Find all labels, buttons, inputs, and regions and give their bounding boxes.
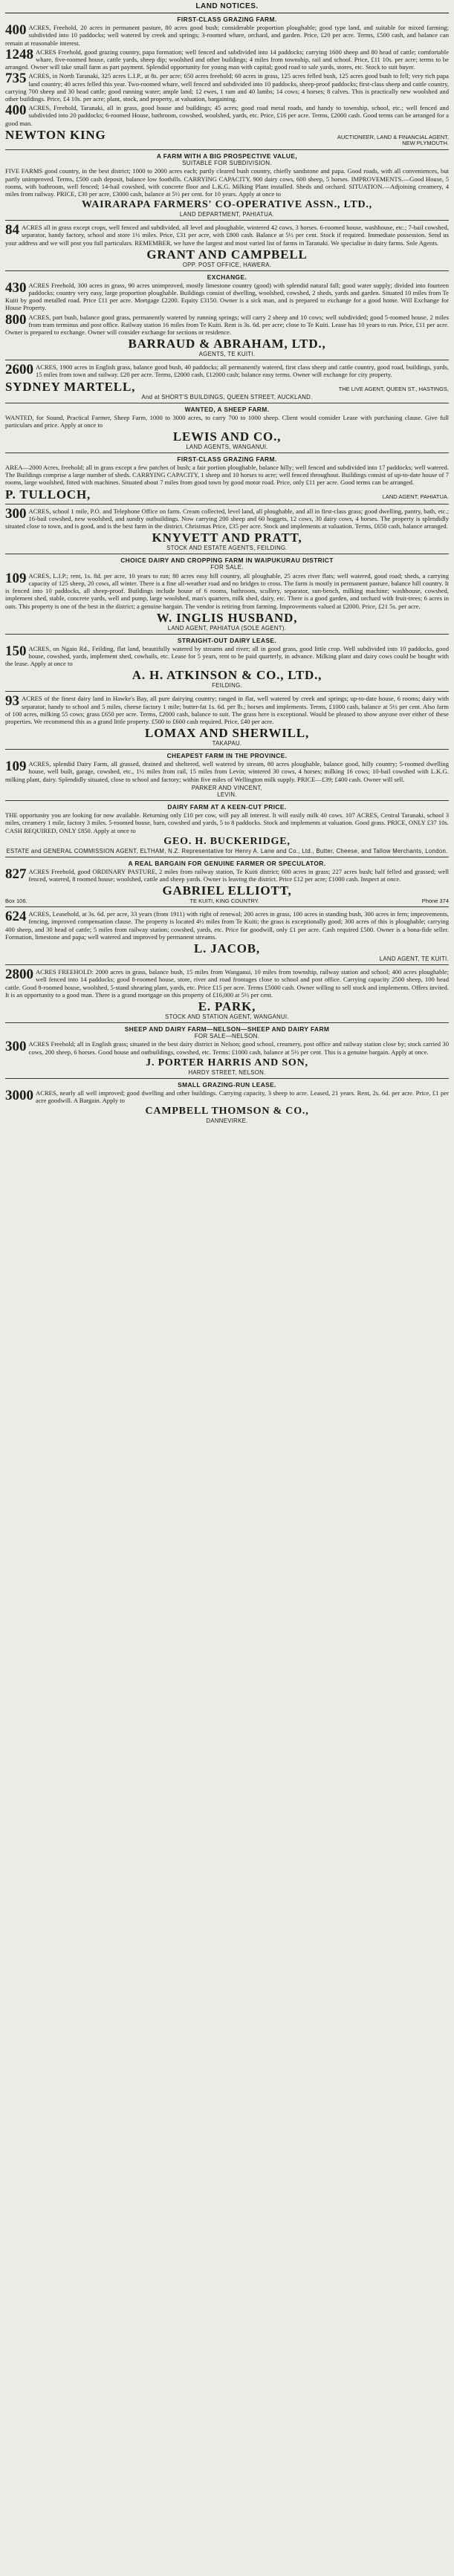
acreage-figure: 827 [5, 866, 27, 882]
advertiser-name: BARRAUD & ABRAHAM, LTD., [128, 337, 326, 351]
listing-text: ACRES, school 1 mile, P.O. and Telephone Office on farm. Cream collected, level land, all ploughable, and all in first-class grass; good dwelling, pantry, bath, etc.; 16-bail cowshed, new woolshed, and sundry outbuildings. Now carrying 200 sheep and 60 hoggets, 12 cows, 30 dairy cows, 4 horses. The property is splendidly situated close to town, and is good, and is the best farm in the district. Christmas Price, £35 per acre. Stock and implements at valuation. Terms, £650 cash, balance arranged. [5, 507, 449, 531]
advert-porter-harris [5, 1023, 449, 1079]
advert-heading: DAIRY FARM AT A KEEN-CUT PRICE. [167, 803, 287, 811]
advert-heading: STRAIGHT-OUT DAIRY LEASE. [177, 636, 277, 644]
listing-text: ACRES, splendid Dairy Farm, all grassed, drained and sheltered, well watered by stream, 80 acres ploughable, balance good, hilly country; 5-roomed dwelling house, well built, garage, cowshed, etc., 1½ miles from rail, 15 miles from Levin; wintered 30 cows, 4 horses; milking 16 cows; 10-bail cowshed with L.K.G. milking plant, dairy. Splendidly situated, close to school and factory; within five miles of Wellington milk supply. PRICE—£39; £400 cash. Owner will sell. [5, 760, 449, 783]
acreage-figure: 624 [5, 909, 27, 925]
listing-text: ACRES, on Ngaio Rd., Feilding, flat land, beautifully watered by streams and river; all in good grass, good little crop. Well subdivided into 10 paddocks, good house, cowshed, yards, implement shed, cowbails, etc. Lease for 5 years, rent to be paid quarterly, in advance. Milking plant and dairy cows could be bought with the lease. Apply at once to [5, 644, 449, 668]
listing [5, 572, 449, 610]
advert-heading: FIRST-CLASS GRAZING FARM. [177, 16, 277, 24]
acreage-figure: 430 [5, 279, 27, 296]
listing [5, 1089, 449, 1104]
advertiser-address: AUCTIONEER, LAND & FINANCIAL AGENT, NEW PLYMOUTH. [337, 133, 449, 147]
advertiser-address: STOCK AND STATION AGENT, WANGANUI. [165, 1013, 289, 1020]
listing [5, 645, 449, 668]
acreage-figure: 84 [5, 222, 19, 239]
listing-text: ACRES Freehold, 300 acres in grass, 90 acres unimproved, mostly limestone country (good) with splendid natural fall; good water supply; divided into fourteen paddocks; country very easy, large proportion ploughable. Buildings consist of dwelling, woolshed, cowshed, 2 sheds, yards and garden. Situated 10 miles from Te Kuiti by good metalled road. Price £11 per acre. Mortgage £2200. Equity £3150. Owner is a sick man, and is prepared to exchange for a good home. Will Exchange for House Property. [5, 281, 449, 312]
newspaper-page [5, 0, 449, 1131]
listing [5, 507, 449, 531]
listing-text: ACRES, Freehold, Taranaki, all in grass, good house and buildings; 45 acres; good road metal roads, and handy to township, school, etc.; well fenced and subdivided into 20 paddocks; 6-roomed House, bathroom, cowshed, woolshed, yards, etc. Price, £16 per acre. Terms, £2000 cash. Good terms can be arranged for a good man. [5, 104, 449, 127]
listing [5, 363, 449, 378]
listing-text: WANTED, for Sound, Practical Farmer, Sheep Farm, 1000 to 3000 acres, to carry 700 to 1000 sheep. Client would consider Lease with purchasing clause. Give full particulars and price. Apply at once to [5, 413, 449, 429]
advert-heading: A REAL BARGAIN FOR GENUINE FARMER OR SPECULATOR. [128, 859, 326, 867]
advertiser-address: LAND DEPARTMENT, PAHIATUA. [179, 211, 275, 218]
advert-l-jacob [5, 907, 449, 965]
acreage-figure: 3000 [5, 1087, 33, 1103]
advertiser-name: GEO. H. BUCKERIDGE, [163, 835, 291, 847]
listing [5, 48, 449, 71]
acreage-figure: 735 [5, 71, 27, 87]
advertiser-address: FEILDING. [212, 682, 242, 690]
advert-wairarapa-farmers [5, 150, 449, 221]
advertiser-name: A. H. ATKINSON & CO., LTD., [132, 668, 322, 683]
advertiser-address: LAND AGENTS, WANGANUI. [186, 444, 268, 450]
listing-text: ACRES, part bush, balance good grass, permanently watered by running springs; will carry 2 sheep and 10 cows; well subdivided; good 5-roomed house, 2 miles from tram terminus and post office. Railway station 16 miles from Te Kuiti. Rent is 3s. 6d. per acre; close to Te Kuiti. Lease has 10 years to run. Price, £11 per acre. Owner is prepared to exchange. Owner will consider exchange for sections or residence. [5, 313, 449, 336]
listing-text: ACRES, Freehold, 20 acres in permanent pasture, 80 acres good bush; considerable proportion ploughable; good type land, and suitable for mixed farming; subdivided into 10 paddocks; well watered by creek and springs; 3-roomed whare, orchard, and garden. Price, £20 per acre. Terms, £500 cash, and balance can remain at reasonable interest. [5, 24, 449, 47]
advert-heading: FIRST-CLASS GRAZING FARM. [177, 455, 277, 463]
listing [5, 868, 449, 883]
listing [5, 910, 449, 941]
advert-heading: EXCHANGE. [207, 273, 247, 281]
advert-buckeridge [5, 801, 449, 857]
advertiser-row [5, 488, 449, 502]
advert-subheading: FOR SALE. [210, 564, 244, 571]
advertiser-row [5, 380, 449, 394]
listing [5, 1040, 449, 1055]
advertiser-name: NEWTON KING [5, 127, 106, 142]
advertiser-branch: And at SHORT'S BUILDINGS, QUEEN STREET, AUCKLAND. [141, 393, 313, 400]
listing [5, 968, 449, 999]
listing-text: ACRES all in grass except crops, well fenced and subdivided, all level and ploughable, wintered 42 cows, 3 horses. 6-roomed house, washhouse, etc.; 7-bail cowshed, separator, handy factory, school and store 1½ miles. Price, £31 per acre, with £800 cash. Balance at 5½ per cent. Stock if required. Immediate possession. Send us your address and we will post you full particulars. REMEMBER, we have the largest and most varied list of farms in Taranaki. We specialise in dairy farms. Sole Agents. [5, 224, 449, 247]
advertiser-name: LOMAX AND SHERWILL, [145, 726, 309, 741]
advert-lomax-sherwill [5, 692, 449, 750]
acreage-figure: 2600 [5, 362, 33, 378]
advertiser-address: LAND AGENT, PAHIATUA. [382, 493, 449, 500]
advertiser-name: LEWIS AND CO., [172, 429, 282, 444]
acreage-figure: 93 [5, 693, 19, 710]
listing-text: ACRES FREEHOLD: 2000 acres in grass, balance bush, 15 miles from Wanganui, 10 miles from township, railway station and school; 400 acres ploughable; well fenced into 14 paddocks; good 8-roomed house, store, river and road frontages close to school and post office. Carrying capacity 2500 sheep, 100 head cattle. Good 8-roomed house, woolshed, 5-stand shearing plant, yards, etc. Price £15 per acre. Terms £5000 cash. Owner willing to sell stock and implements. Offers invited. It is an opportunity to a good man. There is a grand mortgage on this property of £16,000 at 5½ per cent. [5, 968, 449, 999]
advertiser-address: DANNEVIRKE. [206, 1117, 248, 1125]
advert-atkinson [5, 635, 449, 692]
advert-barraud-abraham [5, 271, 449, 360]
advertiser-address: STOCK AND ESTATE AGENTS, FEILDING. [166, 545, 288, 552]
acreage-figure: 109 [5, 759, 27, 775]
advertiser-name: W. INGLIS HUSBAND, [156, 610, 298, 625]
listing-text: ACRES Freehold, good ORDINARY PASTURE, 2 miles from railway station, Te Kuiti district; 600 acres in grass; 227 acres bush; half felled and grassed; well fenced, watered, 8 roomed house; woolshed, cattle and sheep yards. Owner is leaving the district. Price £12 per acre; £1000 cash. Inspect at once. [28, 867, 449, 883]
acreage-figure: 400 [5, 22, 27, 39]
listing-text: ACRES Freehold; all in English grass; situated in the best dairy district in Nelson; good school, creamery, post office and railway station close by; stock carried 30 cows, 200 sheep, 6 horses. Good house and outbuildings, cowshed, etc. Terms: £1000 cash, balance at 5½ per cent. This is a genuine bargain. Apply at once. [28, 1040, 449, 1056]
acreage-figure: 2800 [5, 967, 33, 983]
advertiser-name: CAMPBELL THOMSON & CO., [145, 1106, 309, 1117]
advertiser-name: PARKER AND VINCENT, [191, 784, 263, 791]
advert-subheading: FOR SALE—NELSON. [194, 1032, 260, 1039]
advert-inglis-husband [5, 554, 449, 635]
advert-lewis-co [5, 403, 449, 453]
advertiser-address: LAND AGENT, TE KUITI. [379, 956, 449, 963]
listing-text: ACRES, Leasehold, at 3s. 6d. per acre, 33 years (from 1911) with right of renewal; 200 acres in grass, 100 acres in standing bush, 300 acres in fern; improvements, fencing, improved compensation clause. The property is located 4½ miles from Te Kuiti; the grass is exceptionally good; 300 acres of this is ploughable; carrying 400 sheep, and 30 head of cattle; 5 miles from railway station; cowshed, yards, etc. Price for goodwill, only £1 per acre. Cash required £500. Owner is a bona-fide seller. Formation, limestone and papa; well watered and improved by permanent streams. [5, 910, 449, 941]
listing-text: ACRES of the finest dairy land in Hawke's Bay, all pure dairying country; ranged in flat, well watered by creek and springs; up-to-date house, 6 rooms; dairy with separator, handy to school and 5 miles, cheese factory 1 mile; butter-fat 1s. 6d. per lb.; horses and implements. Terms, £1000 cash, balance at 5½ per cent. Also farm of 100 acres, milking 55 cows; grass £650 per acre. Terms, £2000 cash, balance to suit. The grass here is exceptional. Would be pleased to show anyone over either of these properties. We recommend this as a grand little property. £500 to £600 cash required. Price, £40 per acre. [5, 695, 449, 725]
advertiser-address: TAKAPAU. [212, 740, 242, 747]
listing-text: ACRES, L.I.P.; rent, 1s. 8d. per acre, 10 years to run; 80 acres easy hill country, all ploughable, 25 acres river flats; well watered, good road; sheds, a carrying capacity of 125 sheep, 20 cows, all winter. There is a fine all-weather road and no bridges to cross. The farm is mostly in permanent pasture, balance hill country. It is fenced into 10 paddocks, all sheep-proof. Buildings include house of 6 rooms, bathroom, scullery, separator, sun-bench, milking machine; washhouse, cowshed, implement shed, stable, concrete yards, well and pump, large woolshed, man's quarters, milk shed, dairy, etc. There is a good garden, and orchard with fruit-trees; 6 acres in oats. This property is one of the best in the district; a genuine bargain. The vendor is retiring from farming. Improvements valued at £2000. Price, £21 5s. per acre. [5, 571, 449, 610]
advertiser-name: GRANT AND CAMPBELL [146, 247, 308, 262]
advert-heading: SMALL GRAZING-RUN LEASE. [178, 1080, 276, 1089]
advertiser-address: OPP. POST OFFICE, HAWERA. [182, 261, 272, 268]
advert-knyvett-pratt [5, 505, 449, 555]
listing [5, 224, 449, 247]
listing [5, 695, 449, 725]
box-number: Box 106. [5, 898, 27, 905]
advert-heading: WANTED, A SHEEP FARM. [184, 405, 270, 413]
listing-text: ACRES, nearly all well improved; good dwelling and other buildings. Carrying capacity, 3 sheep to acre. Leased, 21 years. Rent, 2s. 6d. per acre. Price, £1 per acre goodwill. A Bargain. Apply to [36, 1089, 449, 1105]
listing-text: ACRES Freehold, good grazing country, papa formation; well fenced and subdivided into 14 paddocks; carrying 1600 sheep and 80 head of cattle; comfortable whare, five-roomed house, cattle yards, sheep dip; woolshed and other buildings; 4 miles from township, rail and school. Price, £11 10s. per acre; terms to be arranged. Owner will take small farm as part payment. Splendid opportunity for young man with capital; good road to sale yards, stores, etc. Stock to suit buyer. [5, 48, 449, 71]
listing [5, 24, 449, 47]
advertiser-address: AGENTS, TE KUITI. [198, 351, 256, 358]
advertiser-name: L. JACOB, [194, 941, 260, 956]
advertiser-address: HARDY STREET, NELSON. [188, 1068, 266, 1076]
advert-p-tulloch [5, 453, 449, 505]
acreage-figure: 150 [5, 643, 27, 659]
advertiser-name: SYDNEY MARTELL, [5, 379, 136, 394]
listing-text: FIVE FARMS good country, in the best district; 1000 to 2000 acres each; partly cleared bush country, chiefly sandstone and papa. Good roads, with all conveniences, but partly unimproved. Terms, £500 cash deposit, balance low foothills. CARRYING CAPACITY, 900 dairy cows, 600 sheep, 5 horses. IMPROVEMENTS.—Good House, 5 rooms, with bathroom, well fenced; 14-bail cowshed, with concrete floor and L.K.G. Milking Plant installed. Sheds and orchard. SITUATION.—Adjoining creamery, 4 miles from railway. PRICE, £30 per acre, £3000 cash, balance at 5½ per cent. for 10 years. Apply at once to [5, 167, 449, 198]
advert-newton-king [5, 13, 449, 150]
advert-sydney-martell [5, 360, 449, 403]
listing [5, 311, 449, 337]
advertiser-contact-row [5, 898, 449, 904]
listing-text: ACRES, 1900 acres in English grass, balance good bush, 40 paddocks; all permanently watered, first class sheep and cattle country, good road, buildings, yards, 15 miles from town and railway. £20 per acre. Terms, £2000 cash, £12000 cash; balance easy terms. Owner will exchange for city property. [36, 363, 449, 379]
advert-grant-campbell [5, 221, 449, 271]
acreage-figure: 800 [5, 311, 27, 328]
acreage-figure: 109 [5, 570, 27, 586]
advert-e-park [5, 965, 449, 1023]
listing [5, 279, 449, 312]
advertiser-address: ESTATE and GENERAL COMMISSION AGENT, ELTHAM, N.Z. Representative for Henry A. Lane and Co., Ltd., Butter, Cheese, and Tallow Merchants, London. [6, 847, 448, 854]
listing [5, 72, 449, 103]
advertiser-name: WAIRARAPA FARMERS' CO-OPERATIVE ASSN., LTD., [82, 199, 372, 211]
advert-heading: CHOICE DAIRY AND CROPPING FARM IN WAIPUKURAU DISTRICT [120, 557, 334, 565]
advertiser-address: THE LIVE AGENT, QUEEN ST., HASTINGS, [338, 385, 449, 392]
advertiser-address: LAND AGENT, PAHIATUA (SOLE AGENT). [167, 624, 287, 632]
listing-text: ACRES, in North Taranaki, 325 acres L.I.P., at 8s. per acre; 650 acres freehold; 60 acres in grass, 125 acres felled bush, 125 acres good bush to fell; very rich papa land country; 40 acres felled this year. Two-roomed whare, well fenced and subdivided into 10 paddocks, sheep-proof paddocks; first-class sheep and cattle country, carrying 700 sheep and 30 head cattle; good running water; ample land; 12 ewes, 1 ram and 40 lambs; 14 cows; 4 horses; 8 calves. This is practically new woolshed and other buildings. Price, £4 10s. per acre; plant, stock, and property, at valuation, bargaining. [5, 72, 449, 103]
advert-heading: A FARM WITH A BIG PROSPECTIVE VALUE, [156, 152, 298, 160]
listing [5, 760, 449, 783]
advertiser-row [5, 129, 449, 147]
section-masthead: LAND NOTICES. [5, 1, 449, 13]
listing [5, 104, 449, 127]
advertiser-address: LEVIN. [217, 791, 237, 799]
advert-gabriel-elliott [5, 857, 449, 907]
advert-parker-vincent [5, 750, 449, 801]
advertiser-name: GABRIEL ELLIOTT, [162, 883, 292, 898]
advertiser-name: KNYVETT AND PRATT, [152, 531, 302, 545]
advertiser-name: P. TULLOCH, [5, 487, 91, 502]
phone-number: Phone 374 [421, 898, 449, 905]
advert-campbell-thomson [5, 1079, 449, 1126]
listing-text: THE opportunity you are looking for now available. Returning only £10 per cow, will pay all interest. It will easily milk 40 cows. 107 ACRES, Central Taranaki, school 3 miles, creamery 1 mile, factory 3 miles. 5-roomed house, barn, cowshed and yards, 5 to 8 paddocks. Stock and implements at valuation. Good grass. PRICE, ONLY £37 10s. CASH REQUIRED, ONLY £850. Apply at once to [5, 811, 449, 834]
listing-text: AREA—2000 Acres, freehold; all in grass except a few patches of bush; a fair portion ploughable, balance hilly; well fenced and subdivided into 17 paddocks; well watered. The Buildings comprise a large number of sheds. CARRYING CAPACITY, 1 sheep and 10 horses to acre; well fenced throughout. Buildings consist of up-to-date house of 7 rooms, large woolshed, fitted with machines. Situated about 7 miles from good town by good motor road. Price, only £11 per acre. Good terms can be arranged. [5, 464, 449, 487]
advert-heading: CHEAPEST FARM IN THE PROVINCE. [166, 752, 288, 760]
advertiser-name: J. PORTER HARRIS AND SON, [146, 1057, 308, 1068]
advert-heading: SHEEP AND DAIRY FARM—NELSON—SHEEP AND DAIRY FARM [124, 1025, 330, 1033]
acreage-figure: 300 [5, 1039, 27, 1055]
acreage-figure: 400 [5, 103, 27, 119]
advertiser-address: TE KUITI, KING COUNTRY. [189, 898, 259, 905]
acreage-figure: 1248 [5, 46, 33, 62]
acreage-figure: 300 [5, 505, 27, 522]
advertiser-name: E. PARK, [198, 999, 256, 1013]
advert-subheading: SUITABLE FOR SUBDIVISION. [182, 159, 272, 166]
